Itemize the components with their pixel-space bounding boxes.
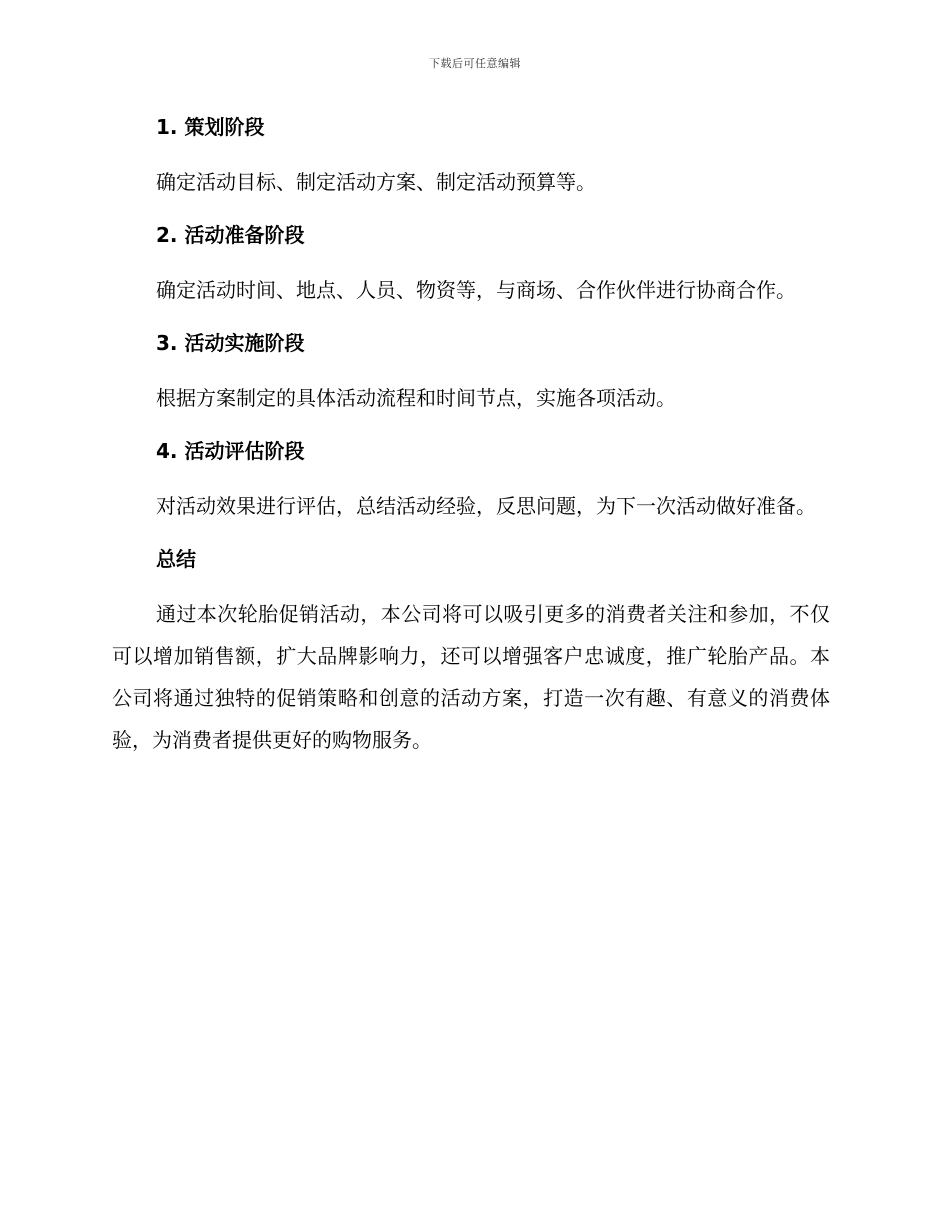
page-header: 下载后可任意编辑 — [429, 57, 521, 70]
section-heading: 2. 活动准备阶段 — [156, 223, 305, 247]
section-paragraph: 对活动效果进行评估，总结活动经验，反思问题，为下一次活动做好准备。 — [156, 494, 816, 518]
section-preparation — [112, 218, 830, 311]
section-paragraph: 通过本次轮胎促销活动，本公司将可以吸引更多的消费者关注和参加，不仅可以增加销售额，扩大品牌影响力，还可以增强客户忠诚度，推广轮胎产品。本公司将通过独特的促销策略和创意的活动方案，打造一次有趣、有意义的消费体验，为消费者提供更好的购物服务。 — [112, 602, 830, 752]
section-heading: 3. 活动实施阶段 — [156, 331, 305, 355]
section-paragraph: 确定活动时间、地点、人员、物资等，与商场、合作伙伴进行协商合作。 — [156, 278, 796, 302]
section-heading: 1. 策划阶段 — [156, 115, 265, 139]
section-paragraph: 确定活动目标、制定活动方案、制定活动预算等。 — [156, 170, 596, 194]
document-body — [112, 110, 830, 761]
section-summary — [112, 542, 830, 761]
section-heading: 4. 活动评估阶段 — [156, 439, 305, 463]
section-evaluation — [112, 434, 830, 527]
section-paragraph: 根据方案制定的具体活动流程和时间节点，实施各项活动。 — [156, 386, 676, 410]
section-heading: 总结 — [156, 547, 196, 571]
section-planning — [112, 110, 830, 203]
section-implementation — [112, 326, 830, 419]
